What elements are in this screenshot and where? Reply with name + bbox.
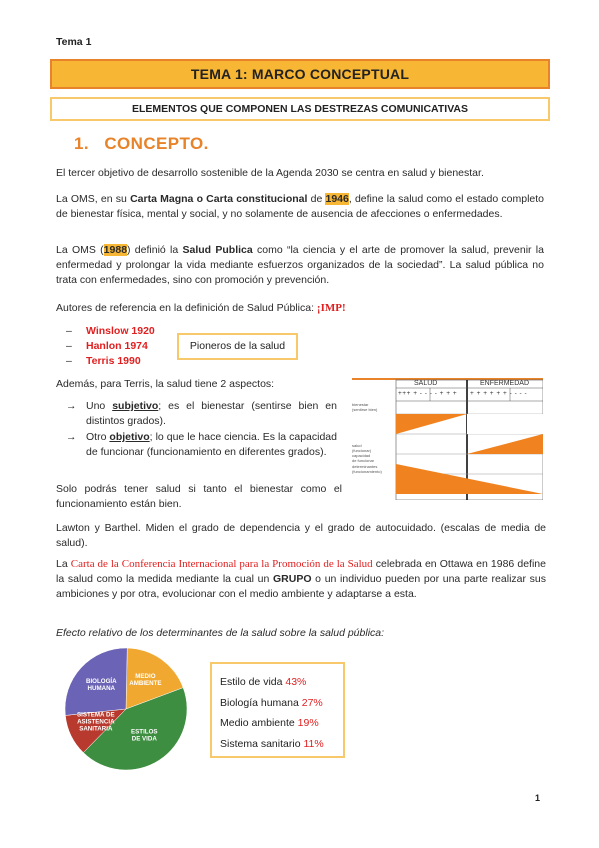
arrow-icon: → — [66, 400, 77, 412]
legend-item — [220, 734, 343, 755]
paragraph-agenda: El tercer objetivo de desarrollo sostenible de la Agenda 2030 se centra en salud y bienestar. — [56, 167, 484, 179]
row-label: determinantes — [352, 463, 378, 469]
text: , define la salud como el estado completo de bienestar física, mental y social, y no solamente de ausencia de afecciones o enfermedades. — [56, 193, 545, 220]
section-number: 1. — [74, 134, 89, 153]
subtitle-box — [50, 97, 550, 121]
pie-svg — [62, 646, 190, 772]
charter-name: Carta de la Conferencia Internacional para la Promoción de la Salud — [70, 558, 373, 570]
highlighted-year: 1946 — [325, 193, 349, 205]
section-name: CONCEPTO. — [104, 134, 209, 153]
author-name: Terris 1990 — [86, 355, 141, 367]
paragraph-oms-1946 — [56, 192, 544, 222]
text: La — [56, 558, 71, 570]
text: ; lo que le hace ciencia. Es la capacidad de funcionar (funcionamiento en diferentes grados). — [86, 431, 337, 458]
bold-term: GRUPO — [272, 573, 312, 585]
text: La OMS ( — [56, 244, 104, 256]
wedge-blank — [467, 414, 543, 434]
text: Autores de referencia en la definición de Salud Pública: — [56, 302, 317, 314]
row-label: (funcionar) — [352, 447, 372, 453]
diagram-label-enfermedad: ENFERMEDAD — [480, 380, 530, 387]
row-label: (sentirse bien) — [352, 407, 378, 413]
diagram-row-labels — [352, 402, 396, 474]
row-label: bienestar — [352, 402, 369, 407]
pie-label: MEDIO AMBIENTE — [129, 673, 162, 688]
legend-label: Estilo de vida — [220, 676, 286, 688]
arrow-icon: → — [66, 431, 77, 443]
list-item — [66, 399, 337, 429]
list-item: – Terris 1990 — [66, 355, 141, 367]
aspects-list — [66, 399, 337, 460]
text: como “la ciencia y el arte de promover la salud, prevenir la enfermedad y prolongar la vida mediante esfuerzos organizados de la sociedad”. La salud pública no trata con enfermedades, sino con promoción y prevención. — [56, 244, 544, 286]
paragraph-solo: Solo podrás tener salud si tanto el bienestar como el funcionamiento están bien. — [56, 483, 342, 510]
page-subtitle: ELEMENTOS QUE COMPONEN LAS DESTREZAS COMUNICATIVAS — [131, 103, 469, 115]
diagram-label-salud: SALUD — [414, 380, 438, 387]
paragraph-oms-1988 — [56, 243, 544, 288]
legend-box — [210, 662, 345, 758]
term: subjetivo — [112, 400, 159, 412]
text: La OMS, en su — [56, 193, 131, 205]
highlighted-year: 1988 — [103, 244, 128, 256]
pie-label: BIOLOGÍA HUMANA — [85, 677, 117, 692]
paragraph-ottawa — [56, 557, 546, 602]
aspect-text — [86, 399, 337, 429]
diagram-signs-left: +++ + - - - - + + + — [398, 390, 458, 397]
legend-label: Biología humana — [220, 696, 302, 709]
author-name: Winslow 1920 — [86, 325, 155, 337]
page-title: TEMA 1: MARCO CONCEPTUAL — [190, 66, 410, 82]
page-header: Tema 1 — [56, 36, 92, 48]
section-heading — [74, 134, 209, 154]
legend-pct: 43% — [285, 676, 307, 688]
title-bar — [50, 59, 550, 89]
text: ; es el bienestar (sentirse bien en distintos grados). — [86, 400, 337, 427]
bold-term: Salud Publica — [182, 244, 253, 256]
bold-term: Carta Magna o Carta constitucional — [130, 193, 308, 205]
text: Otro — [86, 431, 110, 443]
row-label: capacidad — [352, 453, 371, 459]
row-label: salud — [352, 442, 362, 448]
legend-pct: 19% — [297, 717, 319, 729]
page-number: 1 — [535, 793, 541, 803]
health-disease-diagram — [352, 378, 543, 500]
diagram-signs-right: + + + + + + - - - - — [470, 390, 528, 397]
legend-pct: 27% — [301, 696, 323, 709]
author-name: Hanlon 1974 — [86, 340, 148, 352]
imp-tag: ¡IMP! — [316, 302, 346, 314]
legend-label: Sistema sanitario — [220, 737, 304, 750]
determinants-pie-chart — [62, 646, 190, 772]
text: de — [307, 193, 326, 205]
list-item: – Winslow 1920 — [66, 325, 155, 337]
paragraph-terris: Además, para Terris, la salud tiene 2 aspectos: — [56, 378, 275, 390]
legend-item — [220, 693, 343, 714]
text: Uno — [86, 400, 113, 412]
pie-label: SISTEMA DE ASISTENCIA SANITARIA — [77, 711, 115, 733]
list-item: – Hanlon 1974 — [66, 340, 148, 352]
pioneers-box: Pioneros de la salud — [177, 333, 298, 360]
paragraph-authors — [56, 301, 536, 316]
text: ) definió la — [127, 244, 183, 256]
figure-caption: Efecto relativo de los determinantes de la salud sobre la salud pública: — [56, 627, 385, 639]
term: objetivo — [109, 431, 150, 443]
legend-item — [220, 672, 343, 693]
legend-pct: 11% — [303, 737, 324, 750]
text: o un individuo pueden por una parte realizar sus ambiciones y por otra, evolucionar con el medio ambiente y adaptarse a esta. — [56, 573, 547, 600]
authors-list — [66, 324, 155, 369]
text: celebrada en Ottawa en 1986 define la salud como la medida mediante la cual un — [56, 558, 546, 585]
legend-item — [220, 713, 343, 734]
paragraph-lawton: Lawton y Barthel. Miden el grado de dependencia y el grado de autocuidado. (escalas de media de salud). — [56, 522, 546, 549]
row-label: (funcionamiento) — [352, 469, 382, 475]
pie-label: ESTILOS DE VIDA — [131, 728, 158, 743]
aspect-text — [86, 430, 337, 460]
legend-label: Medio ambiente — [220, 717, 298, 729]
row-label: de funcionar — [352, 458, 375, 464]
list-item — [66, 430, 337, 460]
